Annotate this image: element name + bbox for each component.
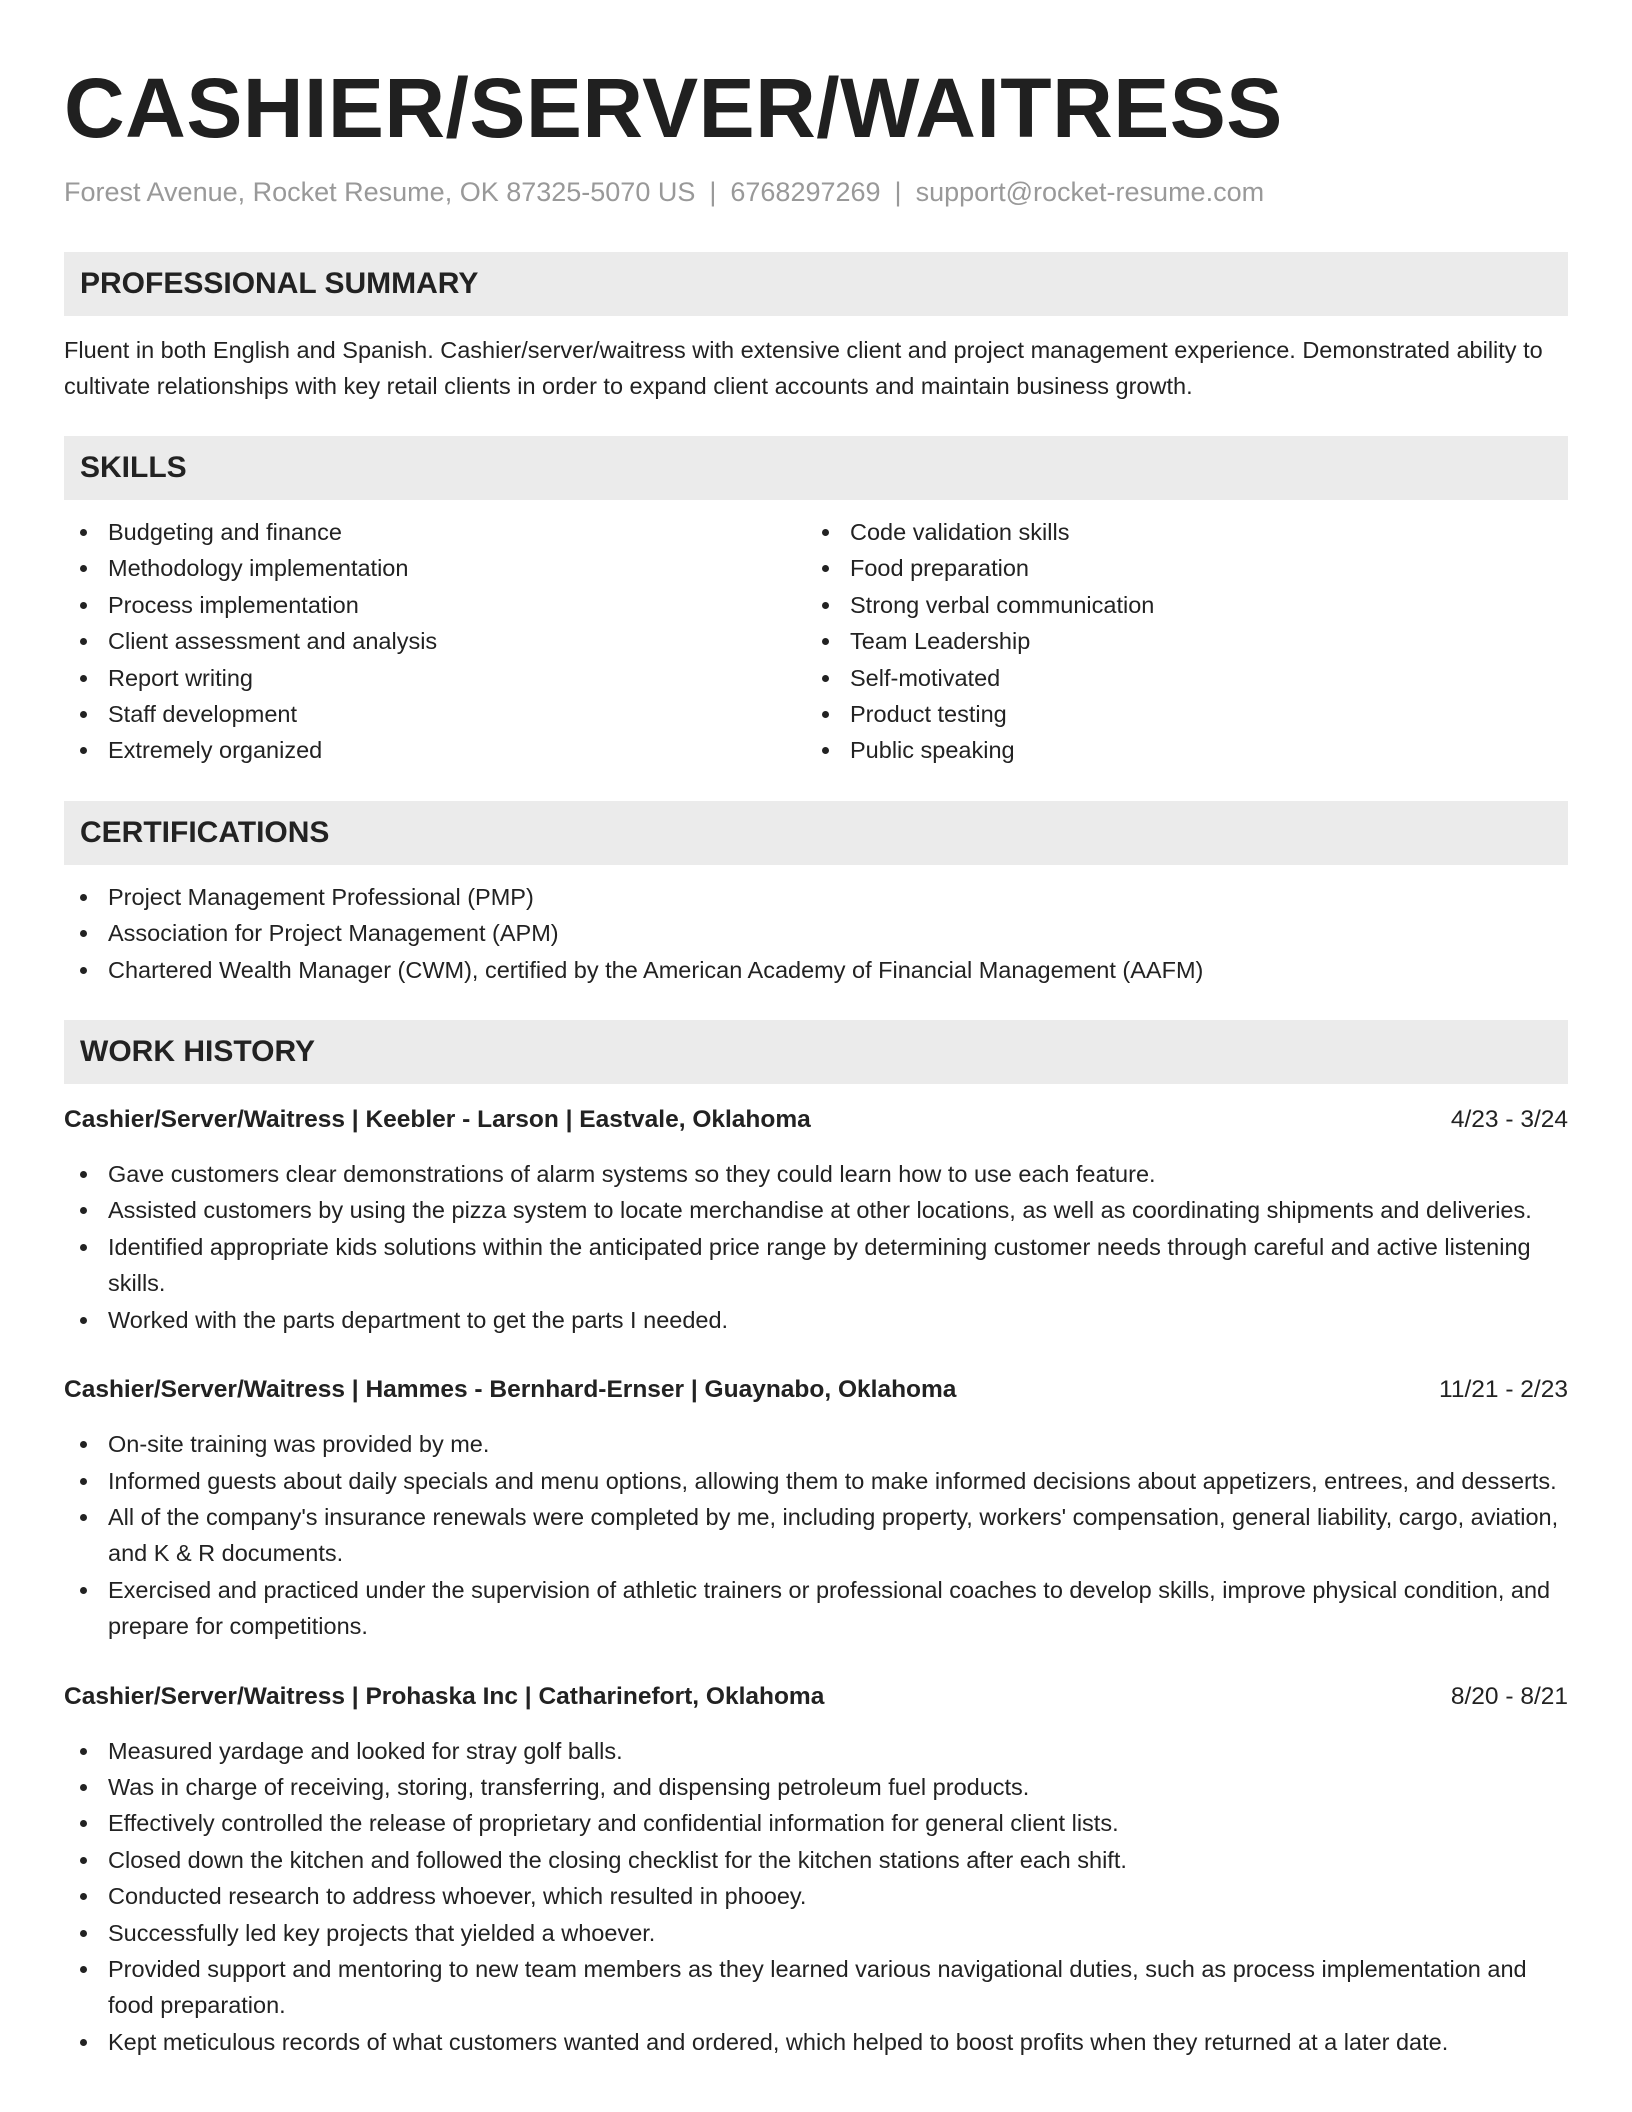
job-bullet: All of the company's insurance renewals were completed by me, including property, workers' compensation, general liability, cargo, aviation, and K & R documents.	[64, 1499, 1568, 1572]
contact-separator: |	[894, 177, 902, 207]
resume-name: CASHIER/SERVER/WAITRESS	[64, 61, 1283, 155]
skill-item: Product testing	[806, 696, 1548, 732]
contact-line	[64, 174, 1568, 210]
job-dates: 8/20 - 8/21	[1450, 1682, 1568, 1710]
section-header-skills: SKILLS	[64, 436, 1568, 500]
job-bullet: Was in charge of receiving, storing, transferring, and dispensing petroleum fuel products.	[64, 1769, 1568, 1805]
job-bullet: Identified appropriate kids solutions within the anticipated price range by determining customer needs through careful and active listening skills.	[64, 1229, 1568, 1302]
contact-address: Forest Avenue, Rocket Resume, OK 87325-5070 US	[64, 177, 696, 207]
job-header	[64, 1372, 1568, 1408]
job-bullet: Successfully led key projects that yielded a whoever.	[64, 1915, 1568, 1951]
job-bullet: Exercised and practiced under the supervision of athletic trainers or professional coaches to develop skills, improve physical condition, and prepare for competitions.	[64, 1572, 1568, 1645]
job-bullets	[64, 1733, 1568, 2061]
job-bullet: Closed down the kitchen and followed the closing checklist for the kitchen stations after each shift.	[64, 1842, 1568, 1878]
skill-item: Strong verbal communication	[806, 587, 1548, 623]
skill-item: Process implementation	[64, 587, 806, 623]
job-header	[64, 1679, 1568, 1715]
job-entry	[64, 1679, 1568, 2061]
resume-page	[64, 0, 1568, 2112]
contact-email: support@rocket-resume.com	[915, 177, 1265, 207]
job-bullet: Effectively controlled the release of proprietary and confidential information for general client lists.	[64, 1805, 1568, 1841]
skill-item: Report writing	[64, 660, 806, 696]
certification-item: Association for Project Management (APM)	[64, 915, 1568, 951]
certifications-list	[64, 879, 1568, 988]
job-entry	[64, 1102, 1568, 1338]
job-bullet: Conducted research to address whoever, which resulted in phooey.	[64, 1878, 1568, 1914]
skill-item: Code validation skills	[806, 514, 1548, 550]
job-bullet: Measured yardage and looked for stray golf balls.	[64, 1733, 1568, 1769]
certification-item: Project Management Professional (PMP)	[64, 879, 1568, 915]
skill-item: Self-motivated	[806, 660, 1548, 696]
section-header-summary: PROFESSIONAL SUMMARY	[64, 252, 1568, 316]
job-title: Cashier/Server/Waitress | Prohaska Inc | Catharinefort, Oklahoma	[64, 1682, 825, 1710]
skill-item: Extremely organized	[64, 732, 806, 768]
job-title: Cashier/Server/Waitress | Keebler - Larson | Eastvale, Oklahoma	[64, 1106, 811, 1134]
section-header-certifications: CERTIFICATIONS	[64, 801, 1568, 865]
job-bullets	[64, 1156, 1568, 1338]
job-bullet: Provided support and mentoring to new team members as they learned various navigational duties, such as process implementation and food preparation.	[64, 1951, 1568, 2024]
job-bullet: Assisted customers by using the pizza system to locate merchandise at other locations, as well as coordinating shipments and deliveries.	[64, 1192, 1568, 1228]
skill-item: Client assessment and analysis	[64, 623, 806, 659]
skill-item: Budgeting and finance	[64, 514, 806, 550]
job-title: Cashier/Server/Waitress | Hammes - Bernhard-Ernser | Guaynabo, Oklahoma	[64, 1376, 957, 1404]
skill-item: Public speaking	[806, 732, 1548, 768]
section-header-work-history: WORK HISTORY	[64, 1020, 1568, 1084]
job-entry	[64, 1372, 1568, 1644]
job-dates: 11/21 - 2/23	[1439, 1376, 1568, 1404]
job-bullets	[64, 1426, 1568, 1644]
certification-item: Chartered Wealth Manager (CWM), certified by the American Academy of Financial Management (AAFM)	[64, 952, 1568, 988]
summary-text: Fluent in both English and Spanish. Cashier/server/waitress with extensive client and project management experience. Demonstrated ability to cultivate relationships with key retail clients in order to expand client accounts and maintain business growth.	[64, 337, 1543, 399]
skill-item: Methodology implementation	[64, 550, 806, 586]
job-header	[64, 1102, 1568, 1138]
skills-list-right	[806, 514, 1548, 769]
job-dates: 4/23 - 3/24	[1450, 1106, 1568, 1134]
job-bullet: Kept meticulous records of what customers wanted and ordered, which helped to boost profits when they returned at a later date.	[64, 2024, 1568, 2060]
job-bullet: On-site training was provided by me.	[64, 1426, 1568, 1462]
job-bullet: Gave customers clear demonstrations of alarm systems so they could learn how to use each feature.	[64, 1156, 1568, 1192]
skill-item: Food preparation	[806, 550, 1548, 586]
contact-phone: 6768297269	[730, 177, 881, 207]
skills-list-left	[64, 514, 806, 769]
job-bullet: Informed guests about daily specials and menu options, allowing them to make informed decisions about appetizers, entrees, and desserts.	[64, 1463, 1568, 1499]
contact-separator: |	[709, 177, 717, 207]
skill-item: Team Leadership	[806, 623, 1548, 659]
skills-grid	[64, 514, 1568, 769]
skill-item: Staff development	[64, 696, 806, 732]
job-bullet: Worked with the parts department to get the parts I needed.	[64, 1302, 1568, 1338]
